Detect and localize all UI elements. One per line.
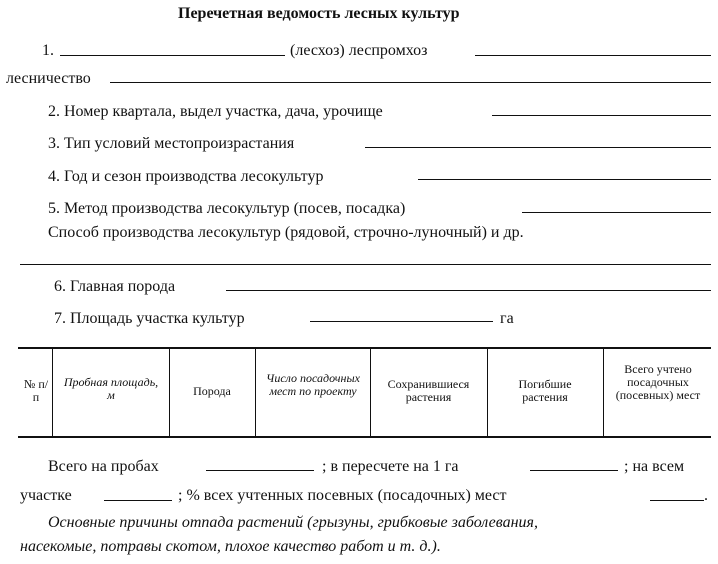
item-3-label: 3. Тип условий местопроизрастания <box>48 135 295 152</box>
table-divider <box>52 348 53 436</box>
item-1-number: 1. <box>42 42 54 59</box>
column-header-number: № п/п <box>23 377 49 404</box>
item-2-blank[interactable] <box>492 115 711 116</box>
item-5-label: 5. Метод производства лесокультур (посев, посадка) <box>48 200 406 217</box>
column-header-sample-plot: Пробная площадь, м <box>63 375 159 402</box>
mortality-reasons-line-1: Основные причины отпада растений (грызуны, грибковые заболевания, <box>48 514 538 531</box>
table-bottom-border <box>18 436 711 438</box>
table-top-border <box>18 347 711 349</box>
item-1-blank-timber-enterprise[interactable] <box>475 55 711 56</box>
item-5-blank[interactable] <box>522 212 711 213</box>
column-header-planned-places: Число посадочных мест по проекту <box>266 371 360 398</box>
item-7-label: 7. Площадь участка культур <box>54 310 245 327</box>
item-1-label: (лесхоз) леспромхоз <box>290 42 428 59</box>
table-divider <box>255 348 256 436</box>
item-5-method-blank[interactable] <box>20 264 711 265</box>
column-header-species: Порода <box>193 384 231 398</box>
item-4-blank[interactable] <box>418 179 711 180</box>
item-7-blank[interactable] <box>310 321 493 322</box>
percent-label: ; % всех учтенных посевных (посадочных) мест <box>178 487 507 504</box>
form-title: Перечетная ведомость лесных культур <box>178 5 460 22</box>
on-all-label: ; на всем <box>624 458 685 475</box>
column-header-surviving: Сохранившиеся растения <box>387 377 470 404</box>
item-7-unit: га <box>500 310 514 327</box>
plot-total-blank[interactable] <box>104 500 172 501</box>
column-header-dead: Погибшие растения <box>518 377 572 404</box>
item-2-label: 2. Номер квартала, выдел участка, дача, урочище <box>48 103 383 120</box>
total-on-samples-label: Всего на пробах <box>48 458 159 475</box>
forestry-label: лесничество <box>6 70 91 87</box>
table-divider <box>487 348 488 436</box>
mortality-reasons-line-2: насекомые, потравы скотом, плохое качество работ и т. д.). <box>20 538 441 555</box>
table-divider <box>169 348 170 436</box>
item-1-blank-forestry-enterprise[interactable] <box>60 55 285 56</box>
sentence-end-dot: . <box>704 487 708 504</box>
per-hectare-label: ; в пересчете на 1 га <box>322 458 459 475</box>
table-divider <box>603 348 604 436</box>
item-6-label: 6. Главная порода <box>54 278 176 295</box>
item-6-blank[interactable] <box>226 290 711 291</box>
item-5-method-label: Способ производства лесокультур (рядовой, строчно-луночный) и др. <box>48 224 524 241</box>
per-hectare-blank[interactable] <box>530 470 618 471</box>
item-3-blank[interactable] <box>365 147 711 148</box>
plot-label: участке <box>20 487 72 504</box>
total-on-samples-blank[interactable] <box>206 470 314 471</box>
item-4-label: 4. Год и сезон производства лесокультур <box>48 168 324 185</box>
forestry-blank[interactable] <box>110 82 711 83</box>
column-header-total-counted: Всего учтено посадочных (посевных) мест <box>615 362 701 402</box>
percent-blank[interactable] <box>650 500 704 501</box>
table-divider <box>370 348 371 436</box>
